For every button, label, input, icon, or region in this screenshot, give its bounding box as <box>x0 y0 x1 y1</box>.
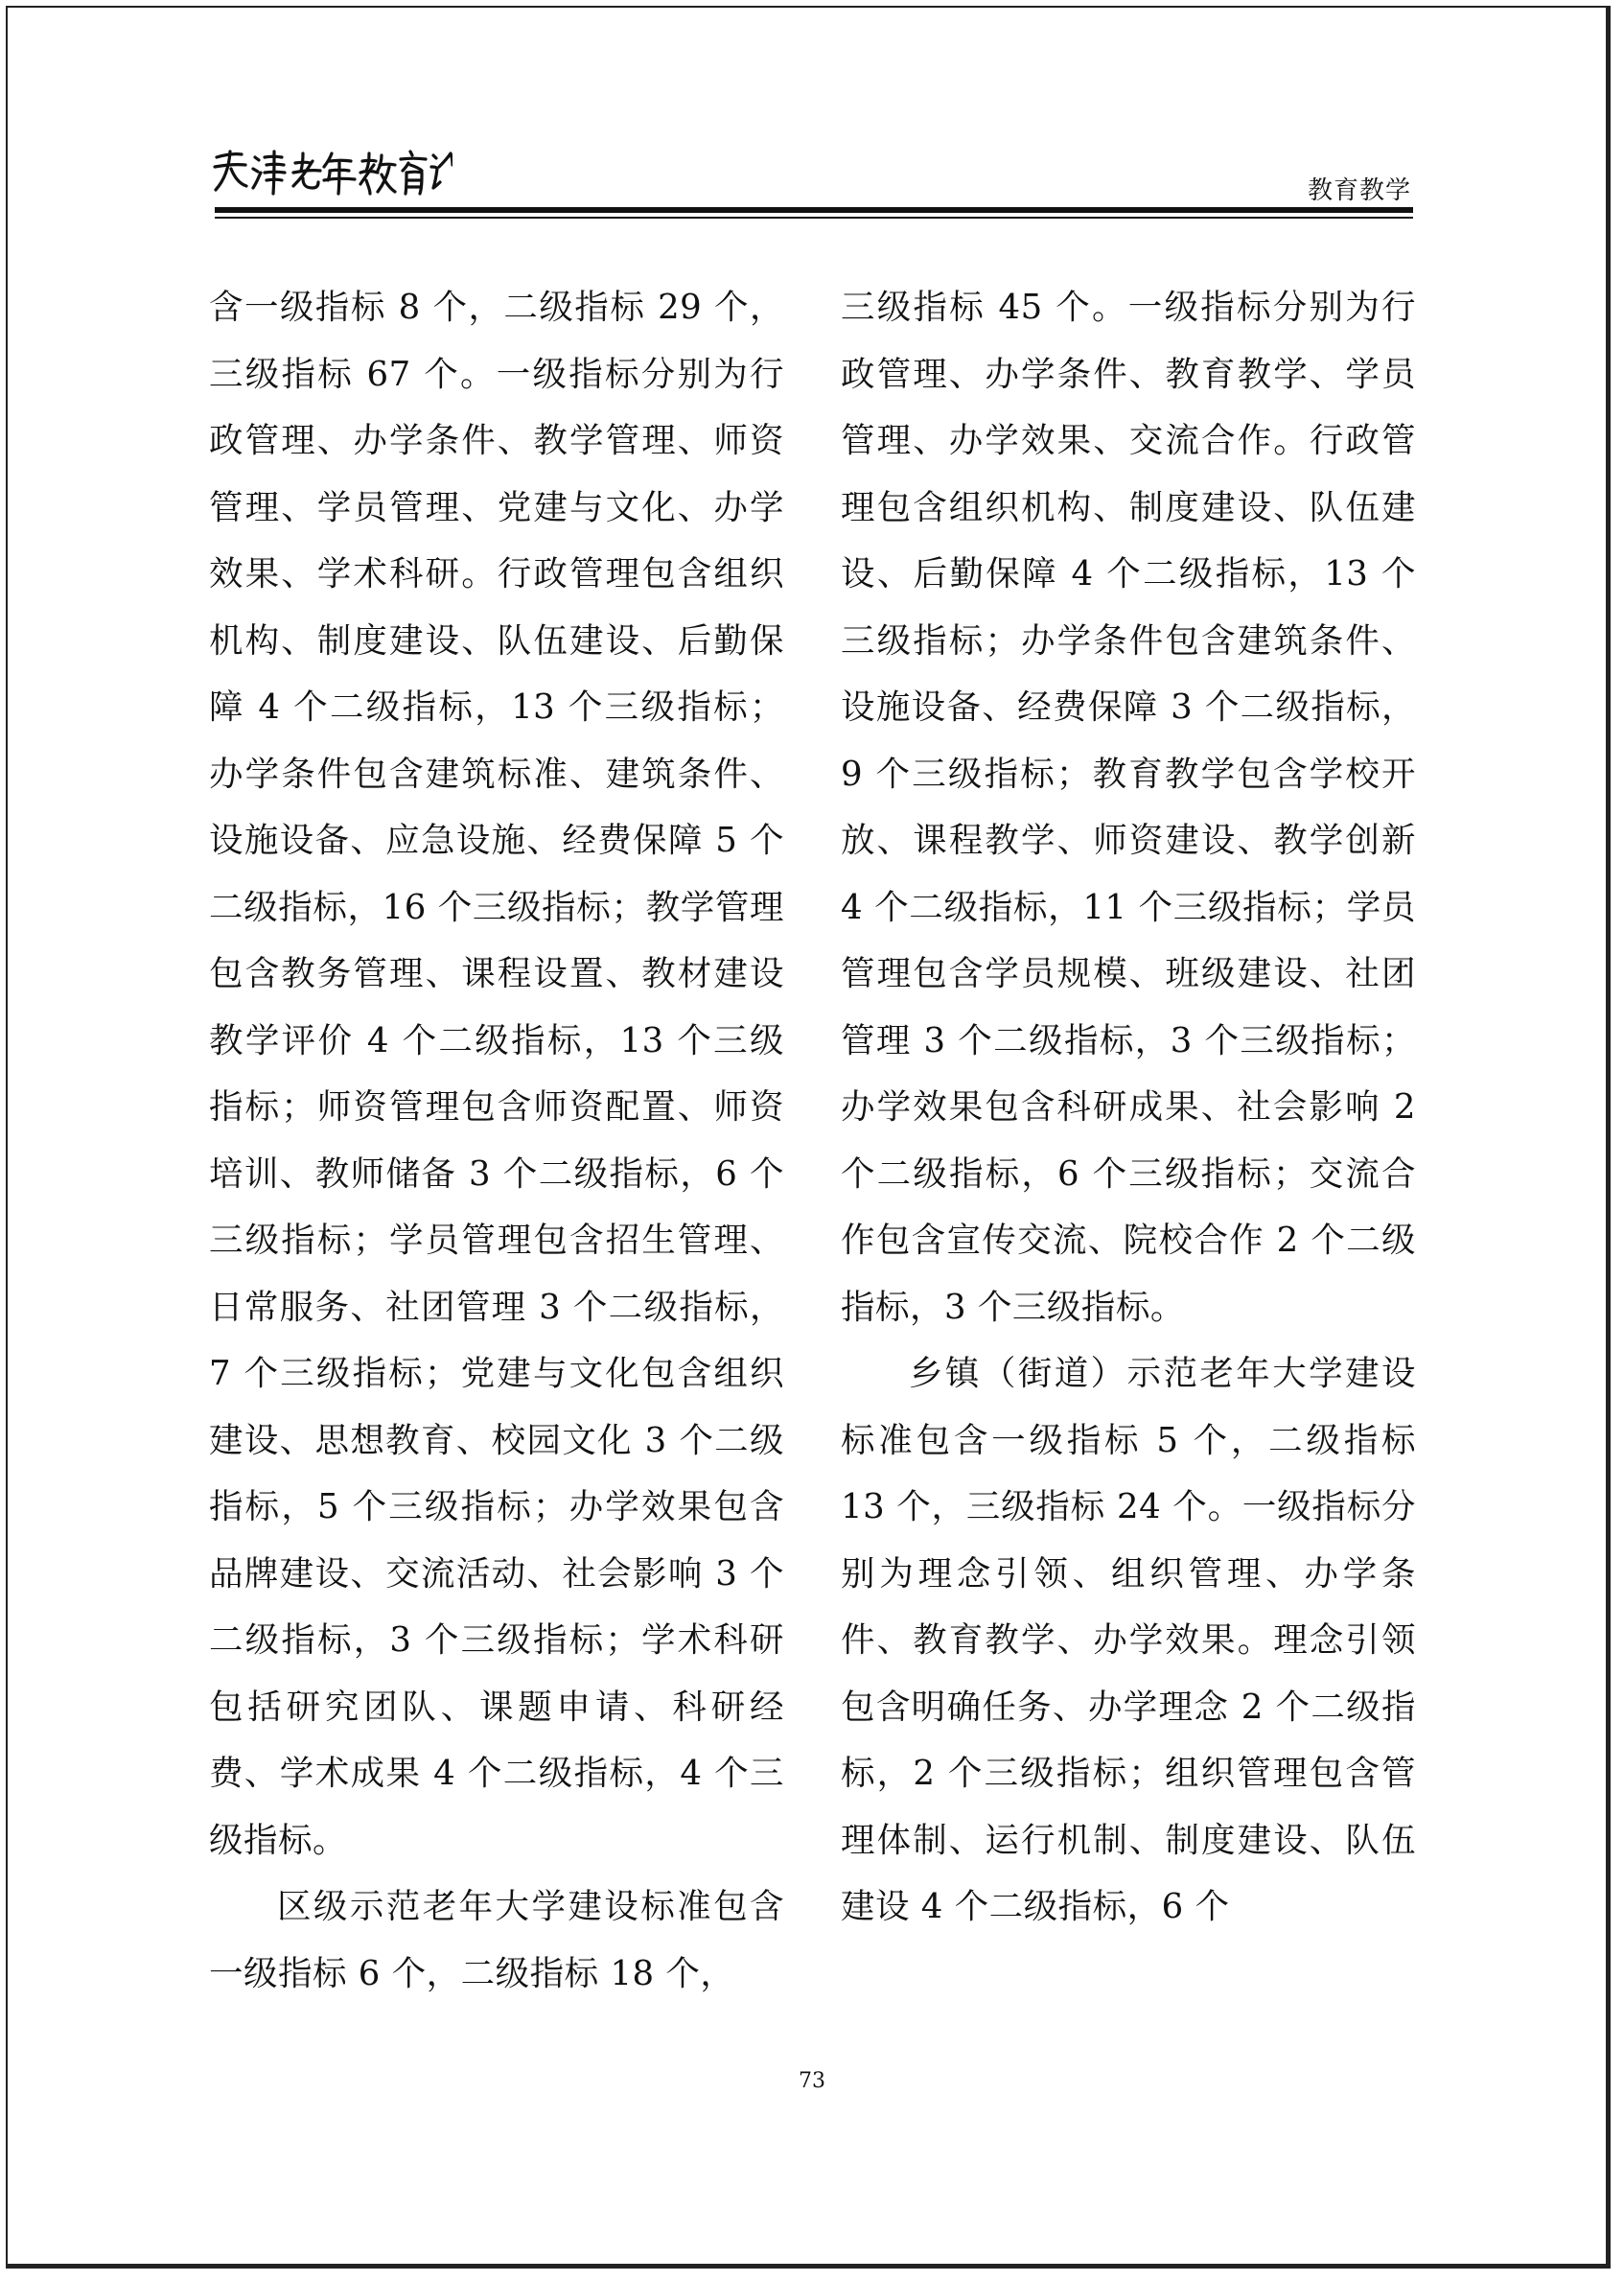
page-number: 73 <box>799 2069 825 2093</box>
body-paragraph: 含一级指标 8 个，二级指标 29 个，三级指标 67 个。一级指标分别为行政管理、办学条件、教学管理、师资管理、学员管理、党建与文化、办学效果、学术科研。行政管理包含组织机构、制度建设、队伍建设、后勤保障 4 个二级指标，13 个三级指标；办学条件包含建筑标准、建筑条件、设施设备、应急设施、经费保障 5 个二级指标，16 个三级指标；教学管理包含教务管理、课程设置、教材建设教学评价 4 个二级指标，13 个三级指标；师资管理包含师资配置、师资培训、教师储备 3 个二级指标，6 个三级指标；学员管理包含招生管理、日常服务、社团管理 3 个二级指标，7 个三级指标；党建与文化包含组织建设、思想教育、校园文化 3 个二级指标，5 个三级指标；办学效果包含品牌建设、交流活动、社会影响 3 个二级指标，3 个三级指标；学术科研包括研究团队、课题申请、科研经费、学术成果 4 个二级指标，4 个三级指标。 <box>209 288 784 1860</box>
body-paragraph: 乡镇（街道）示范老年大学建设标准包含一级指标 5 个，二级指标 13 个，三级指标 24 个。一级指标分别为理念引领、组织管理、办学条件、教育教学、办学效果。理念引领包含明确任务、办学理念 2 个二级指标，2 个三级指标；组织管理包含管理体制、运行机制、制度建设、队伍建设 4 个二级指标，6 个 <box>841 1354 1416 1926</box>
header-rule-thin <box>215 217 1413 219</box>
journal-logo <box>213 144 452 198</box>
body-paragraph: 三级指标 45 个。一级指标分别为行政管理、办学条件、教育教学、学员管理、办学效果、交流合作。行政管理包含组织机构、制度建设、队伍建设、后勤保障 4 个二级指标，13 个三级指标；办学条件包含建筑条件、设施设备、经费保障 3 个二级指标，9 个三级指标；教育教学包含学校开放、课程教学、师资建设、教学创新 4 个二级指标，11 个三级指标；学员管理包含学员规模、班级建设、社团管理 3 个二级指标，3 个三级指标；办学效果包含科研成果、社会影响 2 个二级指标，6 个三级指标；交流合作包含宣传交流、院校合作 2 个二级指标，3 个三级指标。 <box>841 288 1416 1327</box>
section-label: 教育教学 <box>1307 176 1411 205</box>
left-column <box>209 274 784 2007</box>
right-column <box>841 274 1416 1941</box>
header-rule-thick <box>215 207 1413 213</box>
body-paragraph: 区级示范老年大学建设标准包含一级指标 6 个，二级指标 18 个， <box>209 1887 784 1993</box>
